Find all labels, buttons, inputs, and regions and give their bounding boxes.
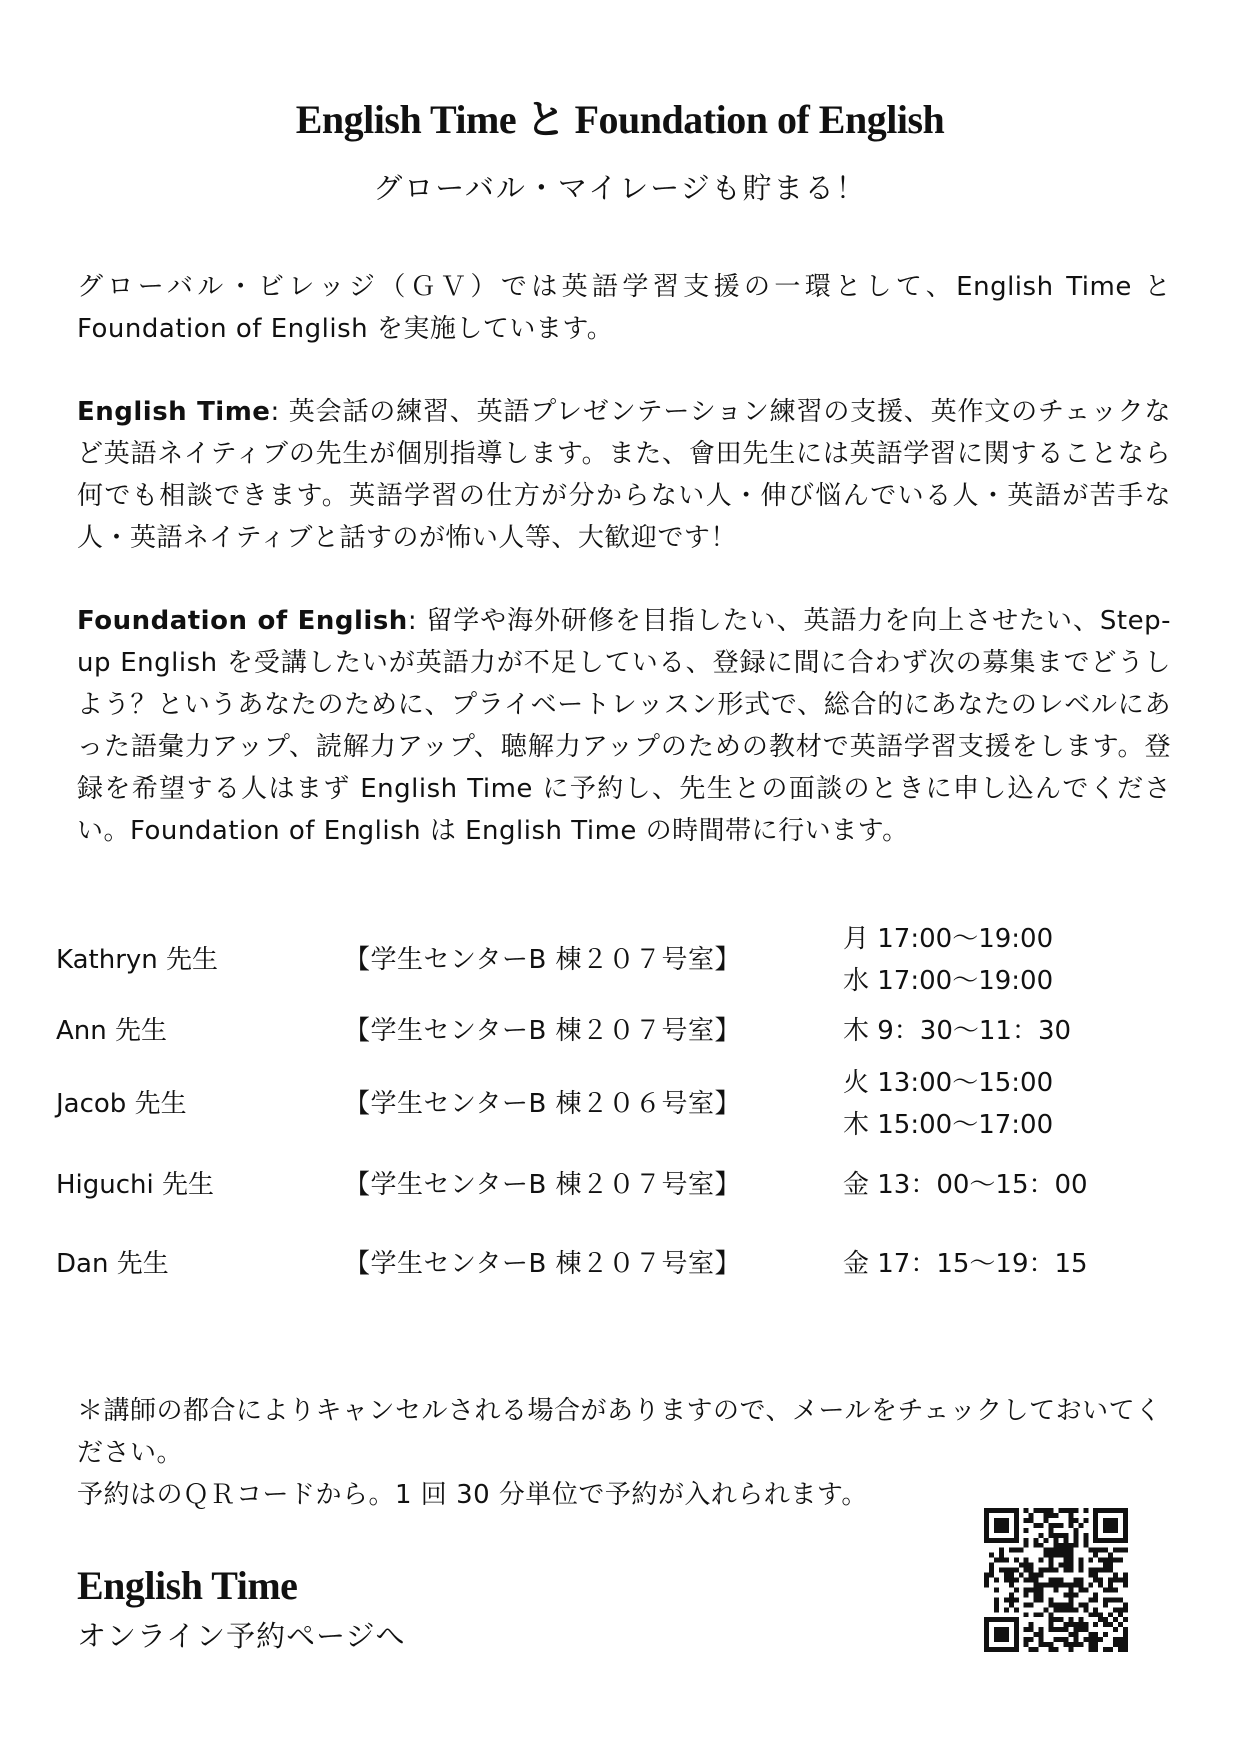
room-name: 【学生センターB 棟２０７号室】 — [344, 1249, 742, 1279]
booking-note: 予約はのＱＲコードから。1 回 30 分単位で予約が入れられます。 — [77, 1480, 868, 1510]
page-title: English Time と Foundation of English — [295, 97, 945, 142]
cancel-note: ＊講師の都合によりキャンセルされる場合がありますので、メールをチェックしておいてください。 — [77, 1396, 1162, 1468]
teacher-name: Ann 先生 — [56, 1016, 168, 1046]
time-slots — [843, 1243, 1088, 1285]
footer-title: English Time — [77, 1563, 298, 1608]
teacher-name: Jacob 先生 — [56, 1089, 187, 1119]
english-time-lead: English Time — [77, 397, 271, 427]
room-name: 【学生センターB 棟２０６号室】 — [344, 1089, 742, 1119]
time-slots — [843, 918, 1053, 1002]
english-time-paragraph — [77, 391, 1171, 559]
time-slot: 木 9：30〜11：30 — [843, 1016, 1072, 1046]
qr-code-icon[interactable] — [984, 1508, 1128, 1652]
foundation-text: : 留学や海外研修を目指したい、英語力を向上させたい、Step-up English を受講したいが英語力が不足している、登録に間に合わず次の募集までどうしよう？というあなたのために、プライベートレッスン形式で、総合的にあなたのレベルにあった語彙力アップ、読解力アップ、聴解力アップのための教材で英語学習支援をします。登録を希望する人はまず English Time に予約し、先生との面談のときに申し込んでください。Foundation of English は English Time の時間帯に行います。 — [77, 606, 1171, 846]
room-name: 【学生センターB 棟２０７号室】 — [344, 1170, 742, 1200]
foundation-paragraph — [77, 600, 1171, 852]
notes — [77, 1390, 1171, 1516]
online-booking-link[interactable]: オンライン予約ページへ — [77, 1619, 406, 1653]
intro-paragraph: グローバル・ビレッジ（ＧＶ）では英語学習支援の一環として、English Time と Foundation of English を実施しています。 — [77, 272, 1171, 344]
time-slot: 火 13:00〜15:00 — [843, 1068, 1054, 1098]
teacher-name: Higuchi 先生 — [56, 1170, 215, 1200]
teacher-name: Dan 先生 — [56, 1249, 169, 1279]
time-slot: 金 17：15〜19：15 — [843, 1249, 1088, 1279]
room-name: 【学生センターB 棟２０７号室】 — [344, 945, 742, 975]
time-slot: 金 13：00〜15：00 — [843, 1170, 1088, 1200]
foundation-lead: Foundation of English — [77, 606, 408, 636]
teacher-name: Kathryn 先生 — [56, 945, 219, 975]
room-name: 【学生センターB 棟２０７号室】 — [344, 1016, 742, 1046]
time-slots — [843, 1062, 1053, 1146]
time-slot: 木 15:00〜17:00 — [843, 1110, 1054, 1140]
page-subtitle: グローバル・マイレージも貯まる！ — [373, 171, 867, 205]
time-slots — [843, 1164, 1088, 1206]
time-slots — [843, 1010, 1071, 1052]
time-slot: 月 17:00〜19:00 — [843, 924, 1054, 954]
time-slot: 水 17:00〜19:00 — [843, 966, 1054, 996]
english-time-text: : 英会話の練習、英語プレゼンテーション練習の支援、英作文のチェックなど英語ネイティブの先生が個別指導します。また、會田先生には英語学習に関することなら何でも相談できます。英語学習の仕方が分からない人・伸び悩んでいる人・英語が苦手な人・英語ネイティブと話すのが怖い人等、大歓迎です！ — [77, 397, 1171, 553]
